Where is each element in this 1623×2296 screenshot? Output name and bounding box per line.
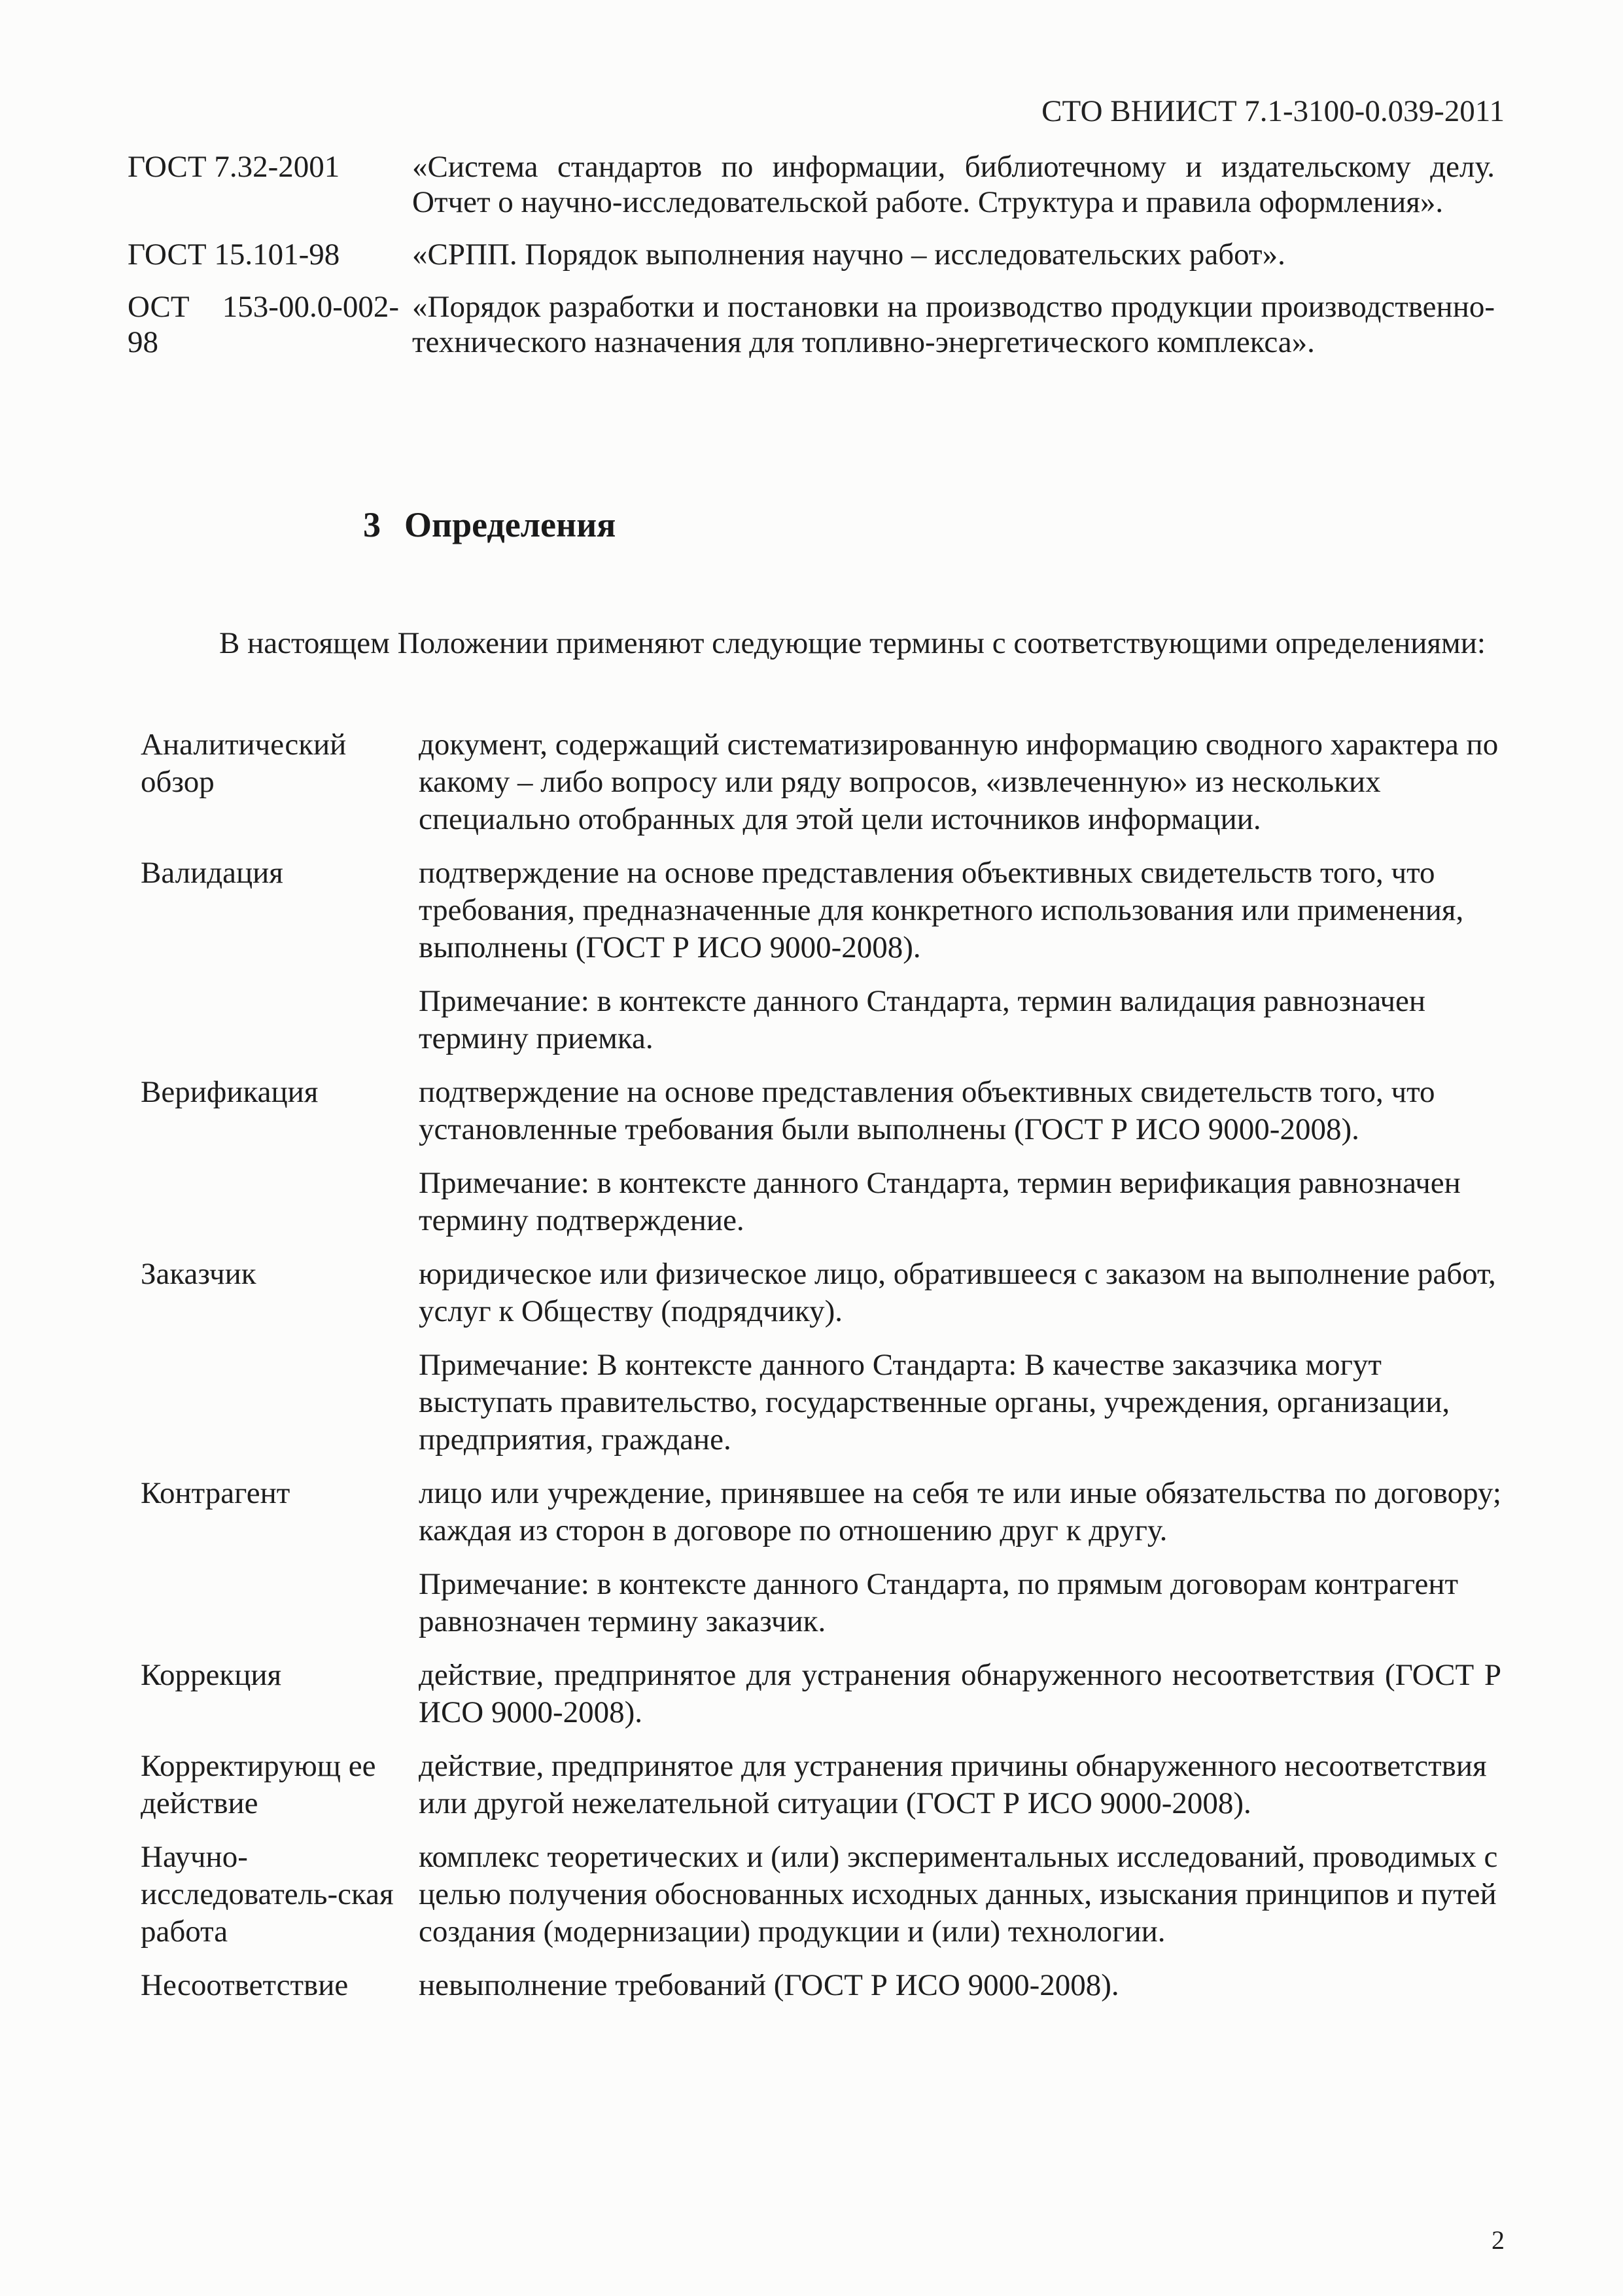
- section-title-text: Определения: [404, 505, 616, 544]
- term-definition: невыполнение требований (ГОСТ Р ИСО 9000-2008).: [419, 1968, 1119, 2002]
- term-name: Валидация: [141, 856, 283, 890]
- term-note: Примечание: в контексте данного Стандарта, термин верификация равнозначен термину подтверждение.: [419, 1166, 1461, 1237]
- reference-code: ГОСТ 7.32-2001: [128, 150, 340, 184]
- definition-row: [141, 1839, 1501, 1951]
- normative-references: [128, 149, 1495, 377]
- term-definition: лицо или учреждение, принявшее на себя те или иные обязательства по договору; каждая из сторон в договоре по отношению друг к другу.: [419, 1476, 1501, 1547]
- definition-row: [141, 1256, 1501, 1458]
- definition-row: [141, 1475, 1501, 1640]
- reference-row: [128, 237, 1495, 272]
- reference-code: ОСТ 153-00.0-002-98: [128, 290, 399, 359]
- term-note: Примечание: В контексте данного Стандарта: В качестве заказчика могут выступать правительство, государственные органы, учреждения, организации, предприятия, граждане.: [419, 1348, 1450, 1457]
- section-heading: [363, 504, 616, 546]
- term-name: Корректирующ ее действие: [141, 1749, 376, 1820]
- term-name: Научно-исследователь-ская работа: [141, 1840, 394, 1949]
- term-name: Верификация: [141, 1075, 319, 1109]
- term-name: Заказчик: [141, 1257, 256, 1291]
- term-definition: документ, содержащий систематизированную информацию сводного характера по какому – либо вопросу или ряду вопросов, «извлеченную» из нескольких специально отобранных для этой цели источников информации.: [419, 728, 1499, 836]
- definition-row: [141, 1074, 1501, 1239]
- term-definition: подтверждение на основе представления объективных свидетельств того, что требования, предназначенные для конкретного использования или применения, выполнены (ГОСТ Р ИСО 9000-2008).: [419, 856, 1464, 964]
- definition-row: [141, 1657, 1501, 1731]
- document-code-header: СТО ВНИИСТ 7.1-3100-0.039-2011: [1041, 94, 1505, 128]
- reference-row: [128, 289, 1495, 360]
- intro-paragraph: В настоящем Положении применяют следующие термины с соответствующими определениями:: [219, 626, 1486, 660]
- term-note: Примечание: в контексте данного Стандарта, по прямым договорам контрагент равнозначен термину заказчик.: [419, 1567, 1459, 1638]
- term-definition: подтверждение на основе представления объективных свидетельств того, что установленные требования были выполнены (ГОСТ Р ИСО 9000-2008).: [419, 1075, 1435, 1146]
- term-name: Несоответствие: [141, 1968, 349, 2002]
- definitions-list: [141, 726, 1501, 2021]
- term-name: Аналитический обзор: [141, 728, 347, 799]
- term-name: Контрагент: [141, 1476, 290, 1510]
- reference-text: «Система стандартов по информации, библиотечному и издательскому делу. Отчет о научно-исследовательской работе. Структура и правила оформления».: [412, 150, 1495, 219]
- term-definition: юридическое или физическое лицо, обратившееся с заказом на выполнение работ, услуг к Обществу (подрядчику).: [419, 1257, 1496, 1328]
- term-name: Коррекция: [141, 1658, 282, 1692]
- term-definition: действие, предпринятое для устранения обнаруженного несоответствия (ГОСТ Р ИСО 9000-2008).: [419, 1658, 1501, 1729]
- definition-row: [141, 1748, 1501, 1822]
- definition-row: [141, 855, 1501, 1057]
- reference-text: «СРПП. Порядок выполнения научно – исследовательских работ».: [412, 238, 1285, 272]
- term-note: Примечание: в контексте данного Стандарта, термин валидация равнозначен термину приемка.: [419, 984, 1425, 1055]
- definition-row: [141, 726, 1501, 838]
- definition-row: [141, 1967, 1501, 2004]
- reference-text: «Порядок разработки и постановки на производство продукции производственно-технического назначения для топливно-энергетического комплекса».: [412, 290, 1495, 359]
- page-number: 2: [1492, 2225, 1505, 2255]
- reference-row: [128, 149, 1495, 220]
- reference-code: ГОСТ 15.101-98: [128, 238, 340, 272]
- term-definition: комплекс теоретических и (или) экспериментальных исследований, проводимых с целью получения обоснованных исходных данных, изыскания принципов и путей создания (модернизации) продукции и (или) технологии.: [419, 1840, 1498, 1949]
- section-number: 3: [363, 505, 381, 544]
- term-definition: действие, предпринятое для устранения причины обнаруженного несоответствия или другой нежелательной ситуации (ГОСТ Р ИСО 9000-2008).: [419, 1749, 1487, 1820]
